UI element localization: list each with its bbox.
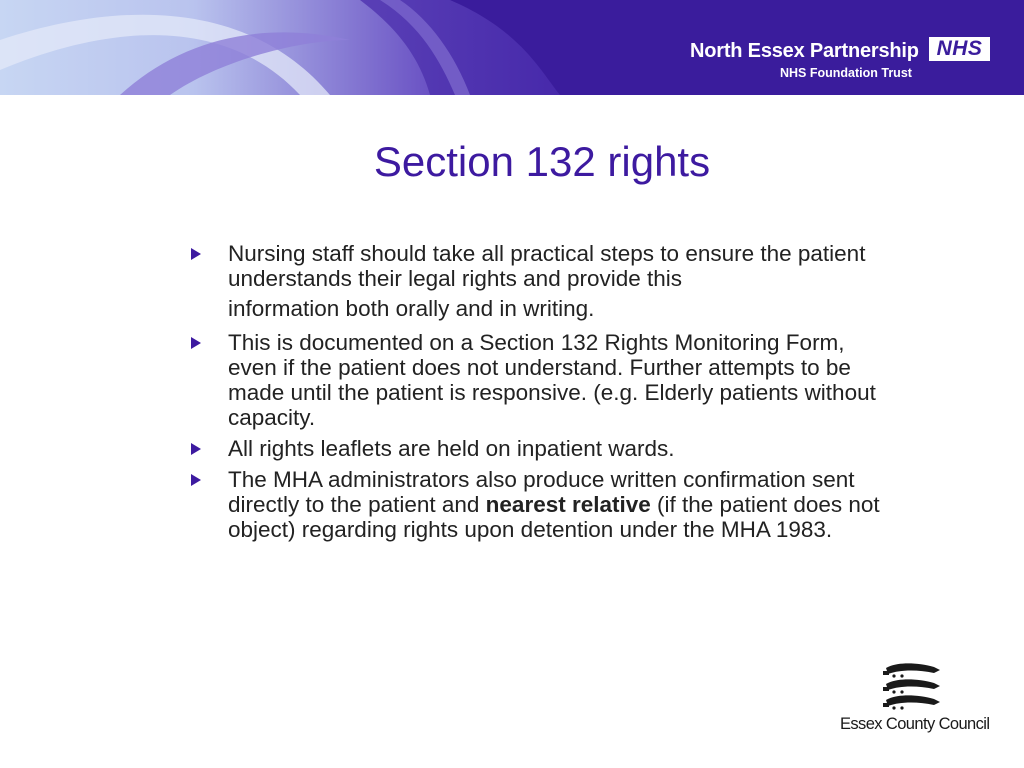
bullet-text-emphasis: nearest relative — [485, 492, 651, 517]
header-banner — [0, 0, 1024, 95]
bullet-text-continuation: information both orally and in writing. — [228, 296, 595, 321]
triangle-bullet-icon — [191, 474, 201, 486]
council-name: Essex County Council — [840, 715, 990, 733]
bullet-text-end: (if the patient does not object) regarding rights upon detention under the MHA 1983. — [228, 492, 880, 542]
bullet-text: All rights leaflets are held on inpatient wards. — [228, 436, 675, 461]
org-name: North Essex Partnership — [690, 40, 919, 62]
nhs-logo: NHS — [929, 37, 990, 61]
triangle-bullet-icon — [191, 248, 201, 260]
bullet-text: The MHA administrators also produce written confirmation sent directly to the patient and — [228, 467, 855, 517]
bullet-item — [188, 330, 898, 430]
bullet-item — [188, 436, 898, 461]
bullet-text: This is documented on a Section 132 Rights Monitoring Form, even if the patient does not understand. Further attempts to be made until the patient is responsive. (e.g. Elderly patients without capacity. — [228, 330, 876, 430]
triangle-bullet-icon — [191, 337, 201, 349]
triangle-bullet-icon — [191, 443, 201, 455]
slide-title: Section 132 rights — [373, 138, 711, 185]
three-seaxes-icon — [882, 662, 944, 712]
bullet-item — [188, 241, 898, 324]
bullet-list — [188, 241, 898, 548]
bullet-item — [188, 467, 898, 542]
org-subtitle: NHS Foundation Trust — [780, 66, 912, 80]
bullet-text: Nursing staff should take all practical steps to ensure the patient understands their legal rights and provide this — [228, 241, 866, 291]
